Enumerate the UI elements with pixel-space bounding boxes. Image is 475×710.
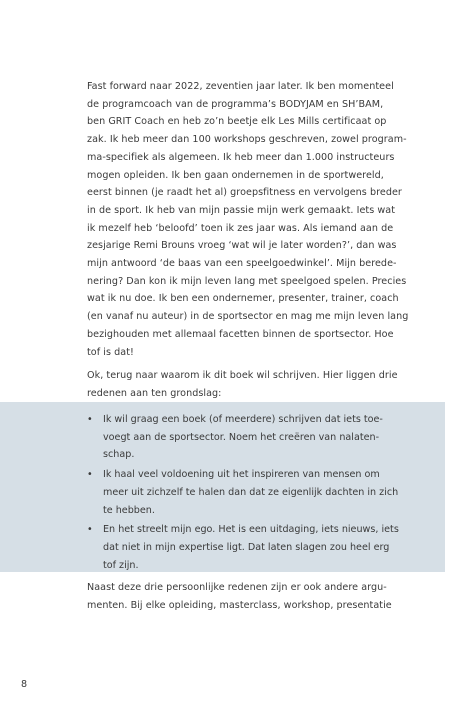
text-line: nering? Dan kon ik mijn leven lang met speelgoed spelen. Precies — [87, 275, 407, 287]
text-line: ben GRIT Coach en heb zo’n beetje elk Les Mills certificaat op — [87, 116, 387, 128]
text-line: zak. Ik heb meer dan 100 workshops geschreven, zowel program- — [87, 134, 407, 146]
list-item — [87, 411, 447, 464]
bullet-icon: • — [87, 414, 93, 425]
list-item — [87, 466, 447, 519]
paragraph-intro — [87, 78, 447, 361]
text-line: de programcoach van de programma’s BODYJAM en SH’BAM, — [87, 98, 384, 110]
bullet-icon: • — [87, 524, 93, 536]
text-line: Ik haal veel voldoening uit het inspireren van mensen om — [103, 469, 380, 481]
text-line: ik mezelf heb ‘beloofd’ toen ik zes jaar was. Als iemand aan de — [87, 222, 394, 234]
text-line: mijn antwoord ‘de baas van een speelgoedwinkel’. Mijn beredе- — [87, 258, 397, 270]
text-line: tof zijn. — [103, 559, 139, 571]
text-line: redenen aan ten grondslag: — [87, 387, 222, 399]
list-item — [87, 521, 447, 574]
text-line: menten. Bij elke opleiding, masterclass, workshop, presentatie — [87, 599, 392, 611]
text-line: bezighouden met allemaal facetten binnen de sportsector. Hoe — [87, 328, 394, 340]
page-number: 8 — [21, 679, 28, 690]
text-line: in de sport. Ik heb van mijn passie mijn werk gemaakt. Iets wat — [87, 204, 396, 216]
text-line: te hebben. — [103, 504, 155, 516]
text-line: mogen opleiden. Ik ben gaan ondernemen in de sportwereld, — [87, 169, 384, 181]
text-line: ma-specifiek als algemeen. Ik heb meer dan 1.000 instructeurs — [87, 151, 395, 163]
text-line: schap. — [103, 449, 135, 461]
text-line: Naast deze drie persoonlijke redenen zijn er ook andere argu- — [87, 582, 387, 593]
text-line: meer uit zichzelf te halen dan dat ze eigenlijk dachten in zich — [103, 486, 399, 498]
reasons-list — [87, 411, 447, 576]
text-line: wat ik nu doe. Ik ben een ondernemer, presenter, trainer, coach — [87, 293, 399, 305]
text-line: eerst binnen (je raadt het al) groepsfitness en vervolgens breder — [87, 187, 402, 199]
text-line: (en vanaf nu auteur) in de sportsector en mag me mijn leven lang — [87, 311, 409, 323]
text-line: En het streelt mijn ego. Het is een uitdaging, iets nieuws, iets — [103, 524, 399, 536]
text-line: Ok, terug naar waarom ik dit boek wil schrijven. Hier liggen drie — [87, 370, 398, 381]
text-line: Ik wil graag een boek (of meerdere) schrijven dat iets toe- — [103, 414, 383, 425]
bullet-icon: • — [87, 469, 93, 481]
text-line: voegt aan de sportsector. Noem het creëren van nalaten- — [103, 431, 380, 443]
text-line: tof is dat! — [87, 346, 134, 358]
text-line: Fast forward naar 2022, zeventien jaar later. Ik ben momenteel — [87, 81, 394, 92]
text-line: dat niet in mijn expertise ligt. Dat laten slagen zou heel erg — [103, 541, 390, 553]
paragraph-other-arguments — [87, 579, 447, 614]
paragraph-reasons-intro — [87, 367, 447, 402]
text-line: zesjarige Remi Brouns vroeg ‘wat wil je later worden?’, dan was — [87, 240, 397, 252]
